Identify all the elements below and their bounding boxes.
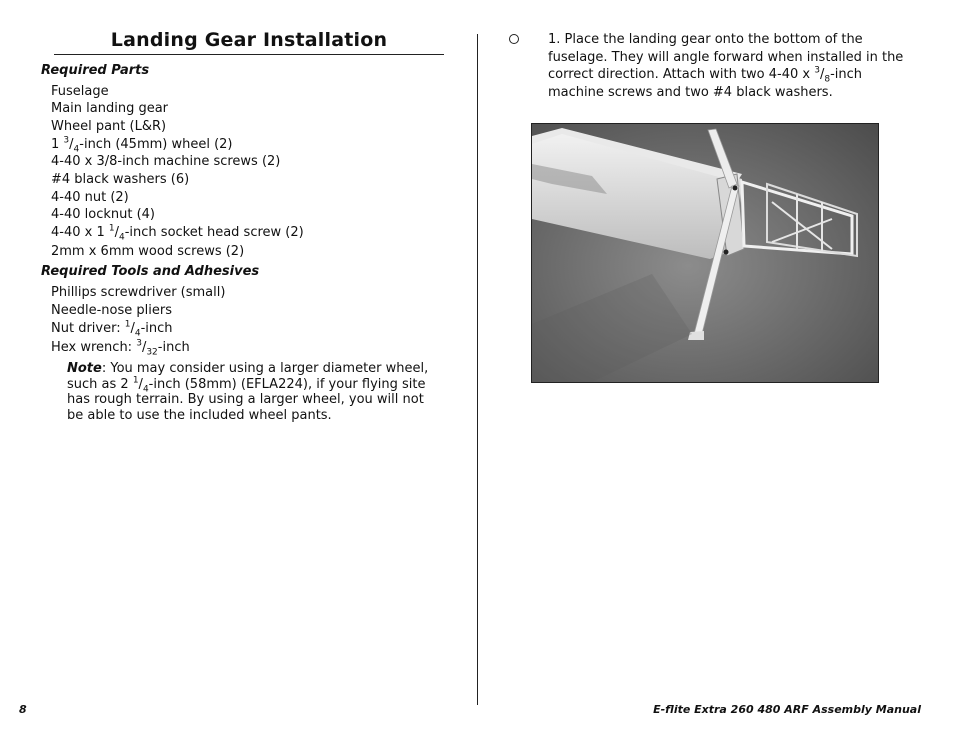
- part-fuselage: Fuselage: [51, 84, 109, 99]
- tool-hex-wrench: Hex wrench: $^3/_{32}$-inch: [51, 338, 190, 358]
- page-title: Landing Gear Installation: [110, 29, 388, 51]
- manual-title: E-flite Extra 260 480 ARF Assembly Manual: [653, 703, 921, 716]
- tools-heading: Required Tools and Adhesives: [41, 264, 260, 279]
- note-label: Note: [67, 361, 102, 376]
- part-main-gear: Main landing gear: [51, 101, 169, 116]
- part-washers: #4 black washers (6): [51, 172, 190, 187]
- part-locknut: 4-40 locknut (4): [51, 207, 155, 222]
- tool-pliers: Needle-nose pliers: [51, 303, 172, 318]
- step-checkbox[interactable]: [509, 34, 519, 44]
- page-number: 8: [19, 703, 27, 716]
- tool-nut-driver: Nut driver: $^1/_4$-inch: [51, 319, 173, 339]
- note-paragraph: Note: You may consider using a larger diameter wheel, such as 2 $^1/_4$-inch (58mm) (EFLA224), if your flying site has rough terrain. By using a larger wheel, you will not be able to use the included wheel pants.: [67, 361, 429, 423]
- part-machine-screws: 4-40 x 3/8-inch machine screws (2): [51, 154, 281, 169]
- column-divider: [477, 34, 478, 705]
- required-parts-heading: Required Parts: [41, 63, 150, 78]
- part-wheel-pant: Wheel pant (L&R): [51, 119, 167, 134]
- part-wood-screws: 2mm x 6mm wood screws (2): [51, 244, 245, 259]
- tool-phillips: Phillips screwdriver (small): [51, 285, 226, 300]
- part-wheel: 1 $^3/_4$-inch (45mm) wheel (2): [51, 135, 233, 155]
- part-nut: 4-40 nut (2): [51, 190, 129, 205]
- landing-gear-photo: [531, 123, 879, 383]
- part-socket-screw: 4-40 x 1 $^1/_4$-inch socket head screw (2): [51, 223, 304, 243]
- step-1-text: 1. Place the landing gear onto the bottom of the fuselage. They will angle forward when installed in the correct direction. Attach with two 4-40 x $^3/_8$-inch machine screws and two #4 black washers.: [548, 32, 904, 100]
- title-underline: [54, 54, 444, 55]
